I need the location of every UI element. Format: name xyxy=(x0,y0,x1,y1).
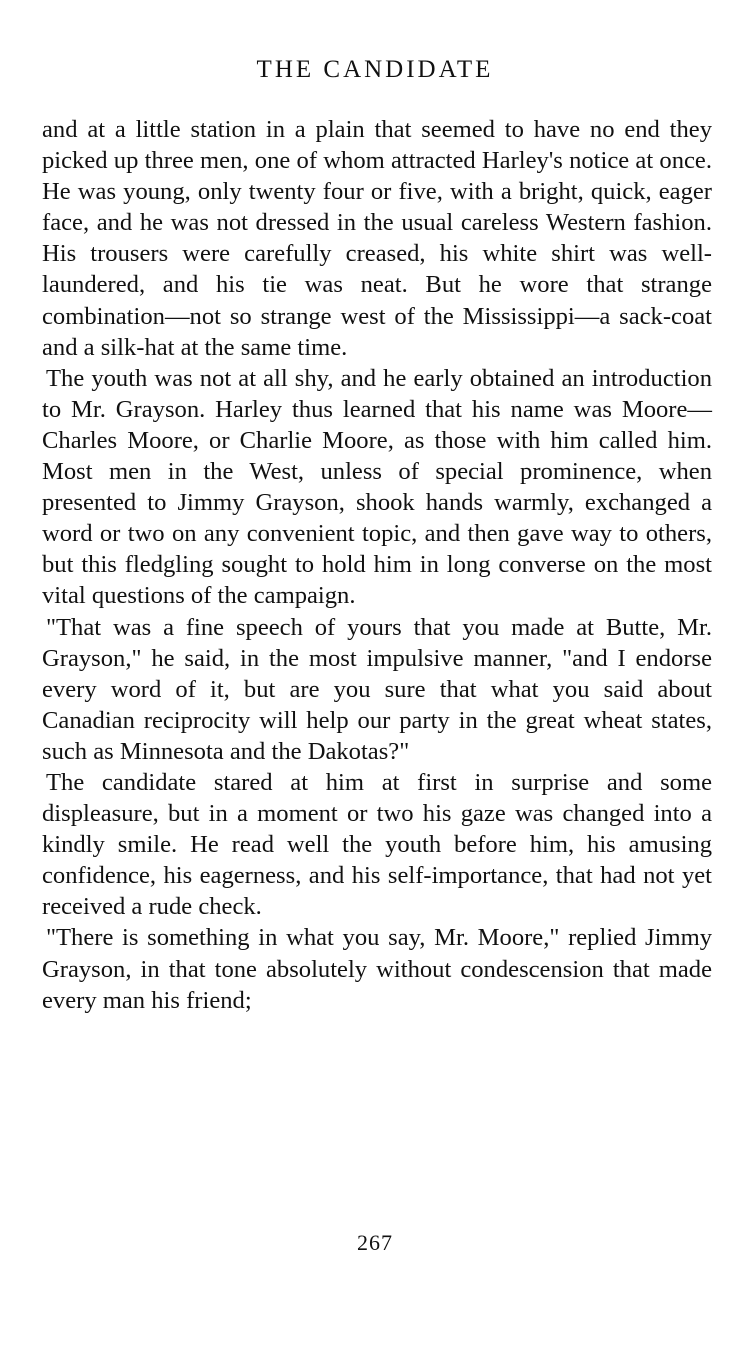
paragraph-4: The candidate stared at him at first in surprise and some displeasure, but in a moment or two his gaze was changed into a kindly smile. He read well the youth before him, his amusing confidence, his eagerness, and his self-importance, that had not yet received a rude check. xyxy=(42,768,712,921)
paragraph-5: "There is something in what you say, Mr. Moore," replied Jimmy Grayson, in that tone absolutely without condescension that made every man his friend; xyxy=(42,924,712,1014)
page-body xyxy=(42,114,712,1016)
paragraph-1: and at a little station in a plain that seemed to have no end they picked up three men, one of whom attracted Harley's notice at once. He was young, only twenty four or five, with a bright, quick, eager face, and he was not dressed in the usual careless Western fashion. His trousers were carefully creased, his white shirt was well-laundered, and his tie was neat. But he wore that strange combination—not so strange west of the Mississippi—a sack-coat and a silk-hat at the same time. xyxy=(42,116,712,361)
paragraph-3: "That was a fine speech of yours that you made at Butte, Mr. Grayson," he said, in the most impulsive manner, "and I endorse every word of it, but are you sure that what you said about Canadian reciprocity will help our party in the great wheat states, such as Minnesota and the Dakotas?" xyxy=(42,613,712,765)
paragraph-2: The youth was not at all shy, and he early obtained an introduction to Mr. Grayson. Harley thus learned that his name was Moore—Charles Moore, or Charlie Moore, as those with him called him. Most men in the West, unless of special prominence, when presented to Jimmy Grayson, shook hands warmly, exchanged a word or two on any convenient topic, and then gave way to others, but this fledgling sought to hold him in long converse on the most vital questions of the campaign. xyxy=(42,364,712,610)
page-number: 267 xyxy=(357,1230,393,1255)
running-head: THE CANDIDATE xyxy=(256,56,494,83)
